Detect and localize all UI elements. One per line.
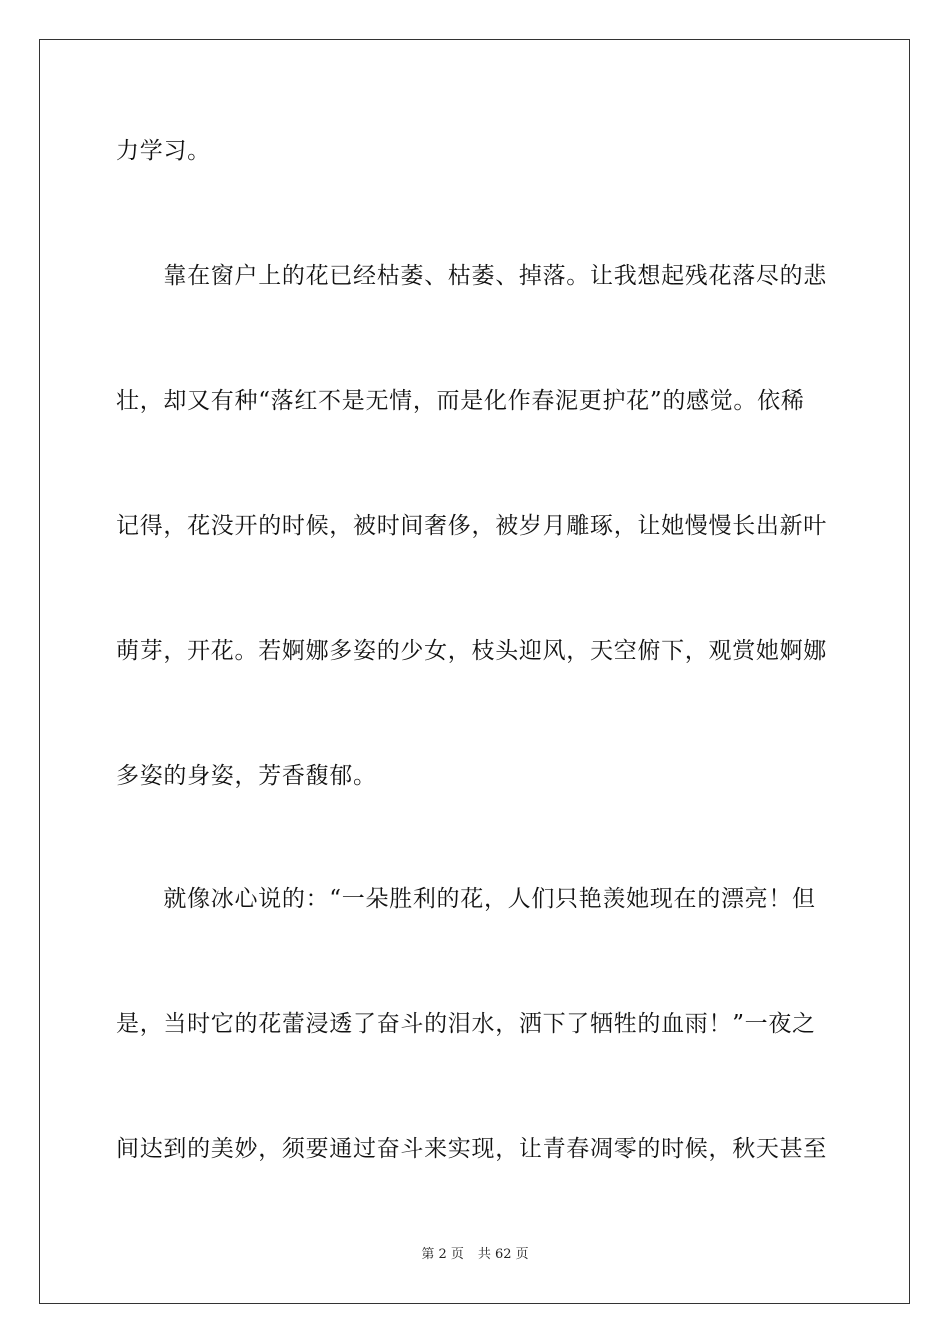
page-number: 第 2 页	[421, 1247, 464, 1262]
text-line-6: 多姿的身姿，芳香馥郁。	[116, 763, 377, 789]
text-line-1: 力学习。	[116, 138, 211, 164]
text-line-4: 记得，花没开的时候，被时间奢侈，被岁月雕琢，让她慢慢长出新叶	[116, 513, 827, 539]
text-line-9: 间达到的美妙，须要通过奋斗来实现，让青春凋零的时候，秋天甚至	[116, 1136, 827, 1162]
text-line-8: 是，当时它的花蕾浸透了奋斗的泪水，洒下了牺牲的血雨！”一夜之	[116, 1011, 816, 1037]
text-line-3: 壮，却又有种“落红不是无情，而是化作春泥更护花”的感觉。依稀	[116, 388, 805, 414]
text-line-7: 就像冰心说的：“一朵胜利的花，人们只艳羡她现在的漂亮！但	[116, 886, 816, 912]
text-line-2: 靠在窗户上的花已经枯萎、枯萎、掉落。让我想起残花落尽的悲	[116, 263, 827, 289]
page-frame	[39, 39, 910, 1304]
page-footer	[0, 1246, 950, 1264]
total-pages: 共 62 页	[477, 1247, 529, 1262]
text-line-5: 萌芽，开花。若婀娜多姿的少女，枝头迎风，天空俯下，观赏她婀娜	[116, 638, 827, 664]
